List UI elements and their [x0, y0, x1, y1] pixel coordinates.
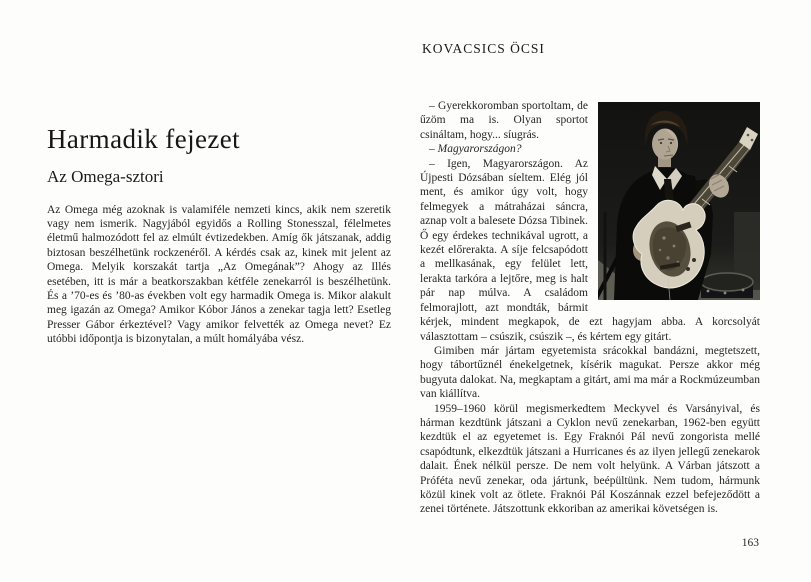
guitarist-photo [598, 102, 760, 300]
paragraph-3: Gimiben már jártam egyetemista srácokkal bandázni, megtetszett, hogy tábortűznél énekelgetnek, kísérik magukat. Persze akkor még bugyuta dalokat. Na, megkaptam a gitárt, ami ma már a Rockmúzeumban van kiállítva. [420, 344, 760, 401]
page-number: 163 [741, 537, 759, 549]
running-header: KOVACSICS ÖCSI [422, 41, 545, 56]
right-page [420, 0, 760, 582]
drum [701, 273, 753, 298]
left-page [47, 106, 391, 526]
paragraph-dialogue-1: – Gyerekkoromban sportoltam, de űzöm ma is. Olyan sportot csináltam, hogy... síugrás. [420, 100, 588, 141]
paragraph-dialogue-2: – Igen, Magyarországon. Az Újpesti Dózsában síeltem. Elég jól ment, és amikor úgy volt, hogy felmegyek a mátraházai sáncra, aznap volt a balesete Dózsa Tibinek. Ő egy érdekes technikával ugrott, a kezét előrerakta. A síje felcsapódott a mellkasának, egy felület lett, lerakta tarkóra a lejtőre, meg is halt pár nap múlva. A családom felmorajlott, azt mondták, bármit kérjek, mindent megkapok, de ezt hagyjam abba. A korcsolyát választottam – csúszik, csúszik –, és kértem egy gitárt. [420, 157, 760, 343]
section-title: Az Omega-sztori [47, 167, 164, 187]
paragraph-4: 1959–1960 körül megismerkedtem Meckyvel és Varsányival, és hárman kezdtünk játszani a Cyklon nevű zenekarban, 1962-ben együtt kezdtük el az egyetemet is. Egy Fraknói Pál nevű zongorista mellé csapódtunk, elkezdtük játszani a Hurricanes és az ilyen jellegű zenekarok dalait. Ének nélkül persze. De nem volt helyünk. A Várban játszott a Próféta nevű zenekar, oda jártunk, beépültünk. Nem tudom, hármunk közül kinek volt az ötlete. Fraknói Pál Koszánnak ezzel befejeződött a zenei története. Játszottunk ekkoriban az amerikai követségen is. [420, 402, 760, 516]
right-page-body [420, 99, 760, 517]
left-page-paragraph: Az Omega még azoknak is valamiféle nemzeti kincs, akik nem szeretik vagy nem ismerik. Nagyjából egyidős a Rolling Stonesszal, félelmetes életmű halmozódott fel az elmúlt évtizedekben. Amíg ők játszanak, addig biztosan beszélhetünk rockzenéről. A kérdés csak az, kinek mit jelent az Omega. Melyik korszakát tartja „Az Omegának”? Ahogy az Illés esetében, itt is már a beatkorszakban kétféle zenekarról is beszélhetünk. És a ’70-es és ’80-as években volt egy harmadik Omega is. Mikor alakult meg igazán az Omega? Amikor Kóbor János a zenekar tagja lett? Esetleg Presser Gábor érkeztével? Vagy amikor felvették az Omega nevet? Ez utóbbi időpontja is bizonytalan, a múlt homályába vész. [47, 203, 391, 346]
chapter-title: Harmadik fejezet [47, 124, 241, 155]
paragraph-interviewer-question: – Magyarországon? [429, 143, 522, 156]
guitarist-photo-illustration [598, 102, 760, 300]
